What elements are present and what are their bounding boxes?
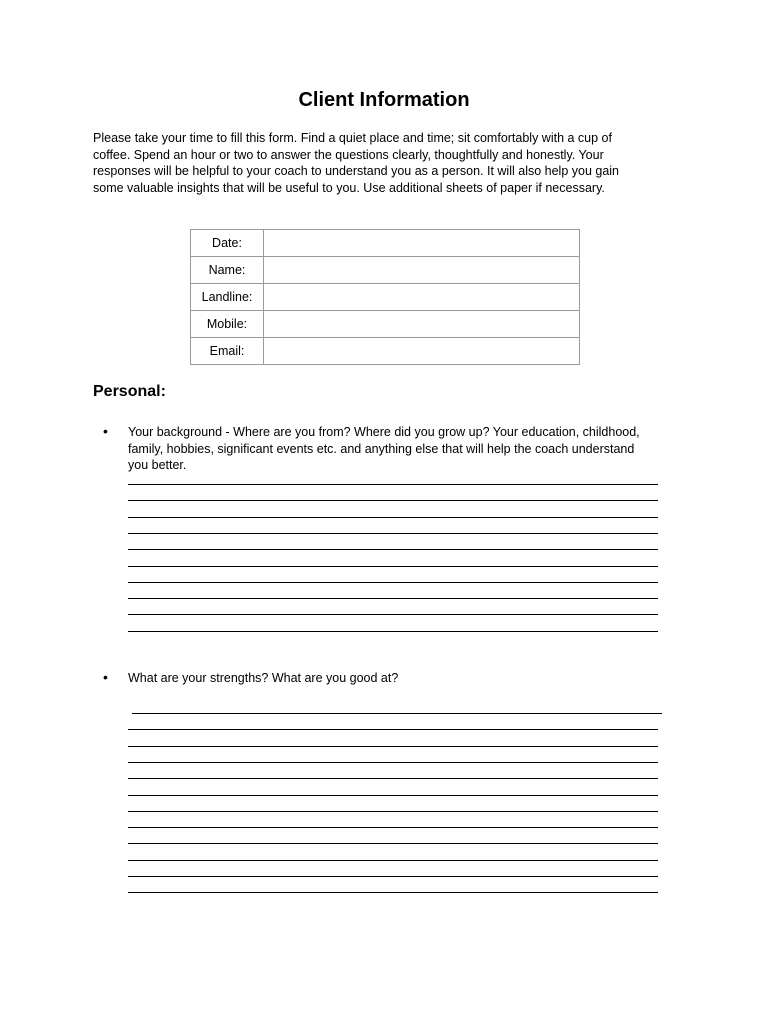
answer-line[interactable] [128, 860, 658, 861]
table-row [191, 257, 580, 284]
answer-line[interactable] [128, 843, 658, 844]
table-row [191, 230, 580, 257]
email-label: Email: [191, 338, 264, 365]
answer-line[interactable] [128, 876, 658, 877]
question-strengths [128, 670, 673, 687]
answer-line[interactable] [128, 598, 658, 599]
table-row [191, 338, 580, 365]
email-field[interactable] [264, 338, 580, 365]
question-line: Your background - Where are you from? Where did you grow up? Your education, childhood, [128, 425, 640, 439]
answer-line[interactable] [128, 778, 658, 779]
bullet-icon: • [103, 669, 108, 685]
answer-line[interactable] [128, 795, 658, 796]
name-label: Name: [191, 257, 264, 284]
answer-line[interactable] [128, 566, 658, 567]
answer-line[interactable] [128, 549, 658, 550]
intro-line: coffee. Spend an hour or two to answer the questions clearly, thoughtfully and honestly. Your [93, 147, 604, 162]
answer-line[interactable] [128, 762, 658, 763]
mobile-field[interactable] [264, 311, 580, 338]
section-heading: Personal: [93, 383, 166, 400]
question-background [128, 424, 673, 474]
name-field[interactable] [264, 257, 580, 284]
answer-line[interactable] [128, 811, 658, 812]
question-line: family, hobbies, significant events etc. and anything else that will help the coach understand [128, 441, 635, 456]
table-row [191, 311, 580, 338]
answer-line[interactable] [128, 827, 658, 828]
client-info-table [190, 229, 580, 365]
answer-line[interactable] [128, 892, 658, 893]
intro-line: responses will be helpful to your coach to understand you as a person. It will also help you gain [93, 164, 620, 178]
question-line: What are your strengths? What are you good at? [128, 671, 399, 685]
answer-line[interactable] [128, 614, 658, 615]
date-field[interactable] [264, 230, 580, 257]
bullet-icon: • [103, 423, 108, 439]
answer-line[interactable] [128, 517, 658, 518]
answer-line[interactable] [128, 729, 658, 730]
page-title: Client Information [298, 89, 470, 111]
answer-line[interactable] [128, 484, 658, 485]
answer-line[interactable] [132, 713, 662, 714]
table-row [191, 284, 580, 311]
answer-line[interactable] [128, 500, 658, 501]
landline-label: Landline: [191, 284, 264, 311]
answer-line[interactable] [128, 533, 658, 534]
landline-field[interactable] [264, 284, 580, 311]
intro-line: Please take your time to fill this form. Find a quiet place and time; sit comfortably with a cup of [93, 131, 612, 145]
intro-line: some valuable insights that will be useful to you. Use additional sheets of paper if necessary. [93, 180, 605, 195]
date-label: Date: [191, 230, 264, 257]
mobile-label: Mobile: [191, 311, 264, 338]
intro-paragraph [93, 130, 653, 196]
answer-line[interactable] [128, 746, 658, 747]
answer-line[interactable] [128, 582, 658, 583]
question-line: you better. [128, 458, 187, 472]
answer-line[interactable] [128, 631, 658, 632]
